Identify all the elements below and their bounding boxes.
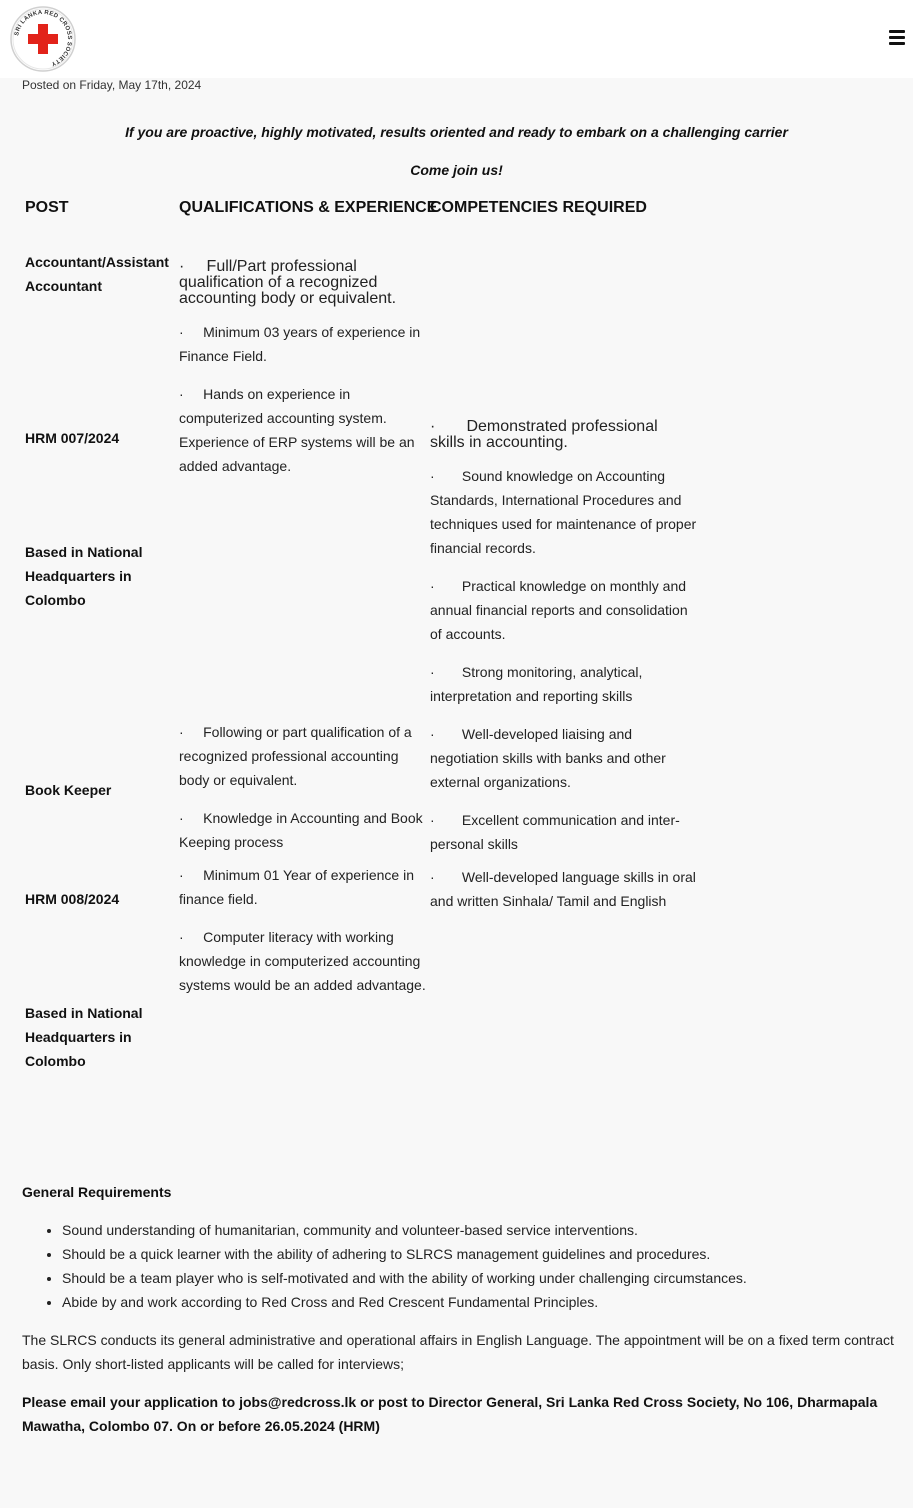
post-location-1: Based in National Headquarters in Colombo [25,544,143,608]
competency-item: · Strong monitoring, analytical, interpretation and reporting skills [430,664,647,704]
post-code-hrm-008: HRM 008/2024 [25,891,120,907]
qual-item: · Following or part qualification of a recognized professional accounting body or equivalent. [179,724,416,788]
qual-item: · Minimum 03 years of experience in Finance Field. [179,324,425,364]
application-instructions: Please email your application to jobs@redcross.lk or post to Director General, Sri Lanka Red Cross Society, No 106, Dharmapala Mawatha, Colombo 07. On or before 26.05.2024 (HRM) [22,1394,878,1434]
red-cross-logo-icon [10,6,76,72]
list-item: • Abide by and work according to Red Cross and Red Crescent Fundamental Principles. [62,1290,913,1314]
top-header-bar [0,0,913,78]
join-us-text: Come join us! [410,162,503,178]
svg-text:SRI LANKA RED CROSS SOCIETY: SRI LANKA RED CROSS SOCIETY [14,9,73,67]
competency-item: · Well-developed liaising and negotiation skills with banks and other external organizations. [430,726,670,790]
red-cross-logo[interactable] [10,6,76,72]
post-location-2: Based in National Headquarters in Colombo [25,1005,143,1069]
qual-item: · Knowledge in Accounting and Book Keeping process [179,810,427,850]
qual-item: · Hands on experience in computerized accounting system. Experience of ERP systems will be an added advantage. [179,386,419,474]
header-post: POST [25,199,69,216]
header-competencies: COMPETENCIES REQUIRED [430,199,647,216]
list-item: • Sound understanding of humanitarian, community and volunteer-based service interventions. [62,1218,913,1242]
competency-item: · Well-developed language skills in oral and written Sinhala/ Tamil and English [430,869,700,909]
intro-text: If you are proactive, highly motivated, results oriented and ready to embark on a challenging carrier [125,124,788,140]
competency-item: · Demonstrated professional skills in accounting. [430,418,663,451]
header-qualifications: QUALIFICATIONS & EXPERIENCE [179,199,438,216]
posted-date: Posted on Friday, May 17th, 2024 [22,78,202,92]
post-code-hrm-007: HRM 007/2024 [25,430,120,446]
competency-item: · Excellent communication and inter-personal skills [430,812,680,852]
language-note: The SLRCS conducts its general administrative and operational affairs in English Language. The appointment will be on a fixed term contract basis. Only short-listed applicants will be called for interviews; [22,1332,894,1372]
qual-item: · Computer literacy with working knowledge in computerized accounting systems would be an added advantage. [179,929,426,993]
hamburger-menu-icon[interactable] [889,30,905,46]
list-item: • Should be a team player who is self-motivated and with the ability of working under challenging circumstances. [62,1266,913,1290]
competency-item: · Practical knowledge on monthly and annual financial reports and consolidation of accounts. [430,578,692,642]
qual-item: · Minimum 01 Year of experience in finance field. [179,867,418,907]
post-title-book-keeper: Book Keeper [25,782,112,798]
general-requirements-list [22,1218,913,1314]
general-requirements-title: General Requirements [22,1184,172,1200]
competency-item: · Sound knowledge on Accounting Standards, International Procedures and techniques used for maintenance of proper financial records. [430,468,701,556]
qual-item: · Full/Part professional qualification of a recognized accounting body or equivalent. [179,258,397,307]
post-title-accountant: Accountant/Assistant Accountant [25,254,169,294]
list-item: • Should be a quick learner with the ability of adhering to SLRCS management guidelines and procedures. [62,1242,913,1266]
